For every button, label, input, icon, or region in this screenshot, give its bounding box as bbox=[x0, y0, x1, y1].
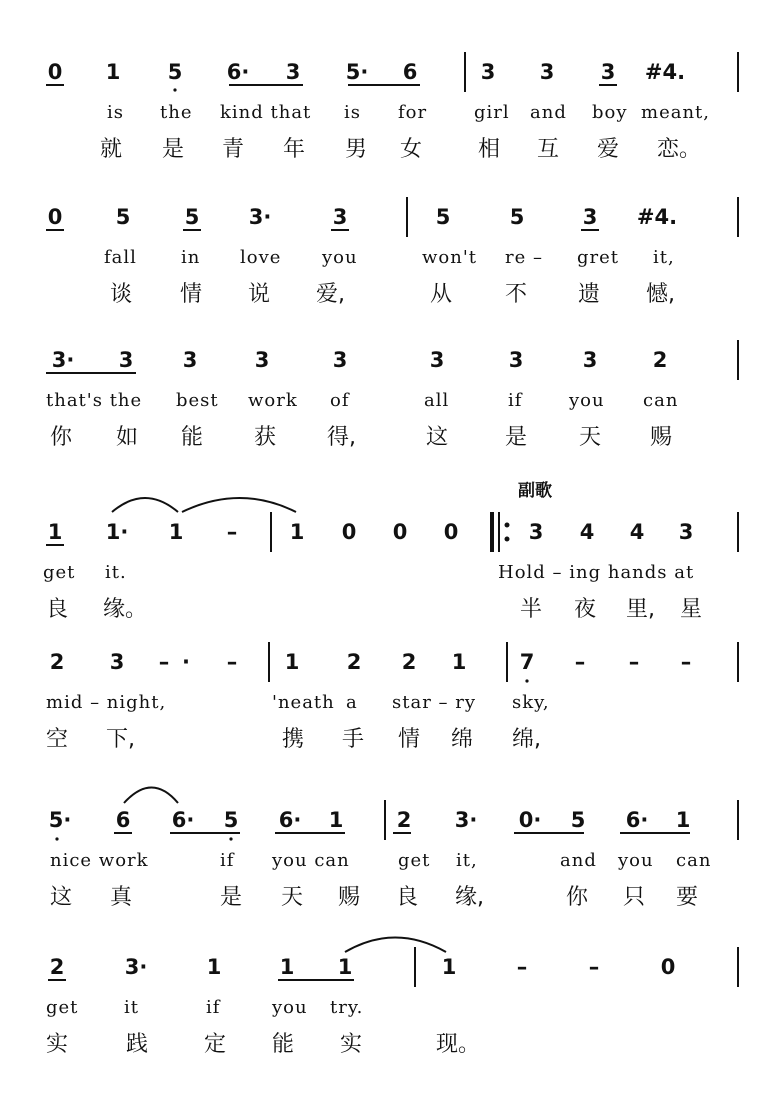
barline bbox=[414, 947, 416, 987]
note: 1 bbox=[279, 955, 295, 979]
dash: – bbox=[588, 955, 600, 979]
lyric-en: Hold – ing hands at bbox=[498, 562, 695, 583]
lyric-zh: 手 bbox=[342, 727, 365, 752]
lyric-en: gret bbox=[577, 247, 620, 268]
lyric-zh: 恋。 bbox=[657, 137, 702, 162]
note: 0 bbox=[660, 955, 676, 979]
lyric-en: and bbox=[560, 850, 597, 871]
note: 3 bbox=[332, 205, 348, 229]
lyric-en: nice work bbox=[50, 850, 149, 871]
lyric-en: that's the bbox=[46, 390, 143, 411]
lyric-en: girl bbox=[474, 102, 510, 123]
lyric-zh: 下, bbox=[106, 727, 135, 752]
barline bbox=[737, 947, 739, 987]
lyric-zh: 憾, bbox=[646, 282, 675, 307]
note: 3· bbox=[248, 205, 272, 229]
lyric-zh: 情 bbox=[398, 727, 421, 752]
note: 1 bbox=[328, 808, 344, 832]
lyric-zh: 夜 bbox=[574, 597, 597, 622]
lyric-en: re – bbox=[505, 247, 543, 268]
barline bbox=[737, 512, 739, 552]
slurs-underlines bbox=[0, 925, 772, 1005]
note: 3 bbox=[109, 650, 125, 674]
lyric-en: if bbox=[508, 390, 523, 411]
note: 6· bbox=[226, 60, 250, 84]
lyric-zh: 缘。 bbox=[103, 597, 148, 622]
lyric-zh: 不 bbox=[505, 282, 528, 307]
music-system-1 bbox=[0, 60, 772, 200]
note: 1· bbox=[105, 520, 129, 544]
note: 6 bbox=[402, 60, 418, 84]
note: 0 bbox=[443, 520, 459, 544]
lyric-en: work bbox=[248, 390, 298, 411]
dash: – bbox=[680, 650, 692, 674]
lyric-zh: 谈 bbox=[110, 282, 133, 307]
note: 2 bbox=[401, 650, 417, 674]
lyric-zh: 星 bbox=[680, 597, 703, 622]
note: 6· bbox=[625, 808, 649, 832]
lyric-zh: 得, bbox=[327, 425, 356, 450]
lyric-en: if bbox=[220, 850, 235, 871]
lyric-zh: 能 bbox=[272, 1032, 295, 1057]
music-system-4 bbox=[0, 520, 772, 660]
note: 3 bbox=[528, 520, 544, 544]
lyric-zh: 就 bbox=[100, 137, 123, 162]
note: 3 bbox=[182, 348, 198, 372]
note: 1 bbox=[675, 808, 691, 832]
lyric-zh: 空 bbox=[46, 727, 69, 752]
note: 5· bbox=[48, 808, 72, 832]
dash: – bbox=[226, 650, 238, 674]
note: 0 bbox=[341, 520, 357, 544]
lyric-zh: 青 bbox=[222, 137, 245, 162]
lyric-en: sky, bbox=[512, 692, 550, 713]
music-system-7 bbox=[0, 955, 772, 1095]
note: 5 bbox=[184, 205, 200, 229]
lyric-en: kind that bbox=[220, 102, 312, 123]
note: #4. bbox=[636, 205, 678, 229]
dash: – bbox=[574, 650, 586, 674]
lyric-zh: 良 bbox=[46, 597, 69, 622]
note: 5 bbox=[570, 808, 586, 832]
lyric-en: fall bbox=[104, 247, 137, 268]
lyric-en: get bbox=[43, 562, 76, 583]
note: 7 bbox=[519, 650, 535, 674]
lyric-zh: 如 bbox=[116, 425, 139, 450]
note: 3 bbox=[332, 348, 348, 372]
note: 3 bbox=[582, 205, 598, 229]
lyric-zh: 里, bbox=[626, 597, 655, 622]
note: 6· bbox=[278, 808, 302, 832]
dash: – bbox=[516, 955, 528, 979]
note: 2 bbox=[652, 348, 668, 372]
lyric-zh: 你 bbox=[566, 885, 589, 910]
note: 0 bbox=[47, 205, 63, 229]
lyric-en: 'neath bbox=[272, 692, 335, 713]
note: 5 bbox=[435, 205, 451, 229]
lyric-zh: 相 bbox=[478, 137, 501, 162]
note: 1 bbox=[105, 60, 121, 84]
note: 1 bbox=[47, 520, 63, 544]
note: 1 bbox=[206, 955, 222, 979]
note: 4 bbox=[579, 520, 595, 544]
note: 2 bbox=[49, 650, 65, 674]
lyric-zh: 实 bbox=[340, 1032, 363, 1057]
lyric-zh: 爱 bbox=[597, 137, 620, 162]
barline bbox=[270, 512, 272, 552]
lyric-en: all bbox=[424, 390, 450, 411]
note: 0 bbox=[47, 60, 63, 84]
music-system-2 bbox=[0, 205, 772, 345]
underlines bbox=[0, 60, 772, 100]
note: 1 bbox=[284, 650, 300, 674]
note: 5 bbox=[115, 205, 131, 229]
lyric-zh: 携 bbox=[282, 727, 305, 752]
lyric-en: is bbox=[344, 102, 361, 123]
note: 3 bbox=[678, 520, 694, 544]
note: 6 bbox=[115, 808, 131, 832]
lyric-zh: 现。 bbox=[436, 1032, 481, 1057]
note: 3 bbox=[508, 348, 524, 372]
lyric-en: star – ry bbox=[392, 692, 477, 713]
lyric-en: you can bbox=[272, 850, 350, 871]
lyric-zh: 真 bbox=[110, 885, 133, 910]
note: 6· bbox=[171, 808, 195, 832]
lyric-en: and bbox=[530, 102, 567, 123]
lyric-zh: 要 bbox=[676, 885, 699, 910]
underlines bbox=[0, 650, 772, 690]
lyric-zh: 这 bbox=[50, 885, 73, 910]
lyric-en: the bbox=[160, 102, 193, 123]
lyric-zh: 绵, bbox=[512, 727, 541, 752]
lyric-zh: 情 bbox=[180, 282, 203, 307]
note: 3 bbox=[582, 348, 598, 372]
note: 5 bbox=[167, 60, 183, 84]
note: 1 bbox=[451, 650, 467, 674]
lyric-en: it, bbox=[456, 850, 478, 871]
lyric-en: it bbox=[124, 997, 139, 1018]
lyric-zh: 是 bbox=[505, 425, 528, 450]
lyric-zh: 说 bbox=[248, 282, 271, 307]
dash: – bbox=[158, 650, 170, 674]
lyric-zh: 绵 bbox=[451, 727, 474, 752]
note: 3 bbox=[480, 60, 496, 84]
barline bbox=[737, 800, 739, 840]
lyric-en: get bbox=[398, 850, 431, 871]
lyric-en: won't bbox=[422, 247, 478, 268]
lyric-zh: 互 bbox=[537, 137, 560, 162]
note: 5 bbox=[509, 205, 525, 229]
note: 0· bbox=[518, 808, 542, 832]
lyric-en: you bbox=[272, 997, 308, 1018]
lyric-en: love bbox=[240, 247, 282, 268]
lyric-en: it. bbox=[105, 562, 127, 583]
lyric-en: in bbox=[181, 247, 201, 268]
note: 2 bbox=[396, 808, 412, 832]
lyric-en: boy bbox=[592, 102, 628, 123]
lyric-zh: 能 bbox=[181, 425, 204, 450]
lyric-en: a bbox=[346, 692, 358, 713]
lyric-zh: 只 bbox=[623, 885, 646, 910]
note: 2 bbox=[49, 955, 65, 979]
note: 3 bbox=[285, 60, 301, 84]
lyric-zh: 践 bbox=[126, 1032, 149, 1057]
lyric-zh: 半 bbox=[520, 597, 543, 622]
note: 4 bbox=[629, 520, 645, 544]
note: 3 bbox=[429, 348, 445, 372]
note: #4. bbox=[644, 60, 686, 84]
dot: · bbox=[182, 650, 190, 674]
note: 1 bbox=[168, 520, 184, 544]
underlines bbox=[0, 205, 772, 245]
dash: – bbox=[628, 650, 640, 674]
lyric-en: try. bbox=[330, 997, 364, 1018]
lyric-en: you bbox=[618, 850, 654, 871]
note: 3 bbox=[254, 348, 270, 372]
note: 1 bbox=[289, 520, 305, 544]
lyric-en: is bbox=[107, 102, 124, 123]
lyric-zh: 赐 bbox=[338, 885, 361, 910]
note: 3 bbox=[118, 348, 134, 372]
lyric-zh: 缘, bbox=[455, 885, 484, 910]
lyric-zh: 是 bbox=[220, 885, 243, 910]
note: 3 bbox=[600, 60, 616, 84]
lyric-zh: 天 bbox=[579, 425, 602, 450]
lyric-en: best bbox=[176, 390, 219, 411]
section-label-chorus: 副歌 bbox=[518, 481, 552, 501]
note: 0 bbox=[392, 520, 408, 544]
underlines bbox=[0, 348, 772, 388]
barline bbox=[384, 800, 386, 840]
repeat-sign bbox=[488, 512, 514, 554]
music-system-5 bbox=[0, 650, 772, 790]
lyric-en: can bbox=[643, 390, 679, 411]
lyric-zh: 获 bbox=[254, 425, 277, 450]
lyric-en: it, bbox=[653, 247, 675, 268]
lyric-zh: 女 bbox=[400, 137, 423, 162]
dash: – bbox=[226, 520, 238, 544]
lyric-zh: 是 bbox=[162, 137, 185, 162]
lyric-zh: 天 bbox=[281, 885, 304, 910]
note: 1 bbox=[441, 955, 457, 979]
note: 2 bbox=[346, 650, 362, 674]
lyric-zh: 良 bbox=[396, 885, 419, 910]
note: 1 bbox=[337, 955, 353, 979]
note: 3· bbox=[454, 808, 478, 832]
note: 5· bbox=[345, 60, 369, 84]
music-system-3 bbox=[0, 348, 772, 488]
lyric-en: of bbox=[330, 390, 350, 411]
lyric-zh: 你 bbox=[50, 425, 73, 450]
note: 5 bbox=[223, 808, 239, 832]
lyric-en: for bbox=[398, 102, 428, 123]
lyric-zh: 年 bbox=[283, 137, 306, 162]
note: 3 bbox=[539, 60, 555, 84]
lyric-zh: 这 bbox=[426, 425, 449, 450]
note: 3· bbox=[124, 955, 148, 979]
lyric-en: mid – night, bbox=[46, 692, 167, 713]
lyric-en: you bbox=[322, 247, 358, 268]
lyric-zh: 定 bbox=[204, 1032, 227, 1057]
lyric-en: you bbox=[569, 390, 605, 411]
lyric-zh: 赐 bbox=[650, 425, 673, 450]
note: 3· bbox=[51, 348, 75, 372]
lyric-en: can bbox=[676, 850, 712, 871]
lyric-en: meant, bbox=[641, 102, 710, 123]
lyric-zh: 遗 bbox=[578, 282, 601, 307]
lyric-en: get bbox=[46, 997, 79, 1018]
lyric-en: if bbox=[206, 997, 221, 1018]
lyric-zh: 从 bbox=[430, 282, 453, 307]
lyric-zh: 男 bbox=[345, 137, 368, 162]
lyric-zh: 爱, bbox=[316, 282, 345, 307]
lyric-zh: 实 bbox=[46, 1032, 69, 1057]
